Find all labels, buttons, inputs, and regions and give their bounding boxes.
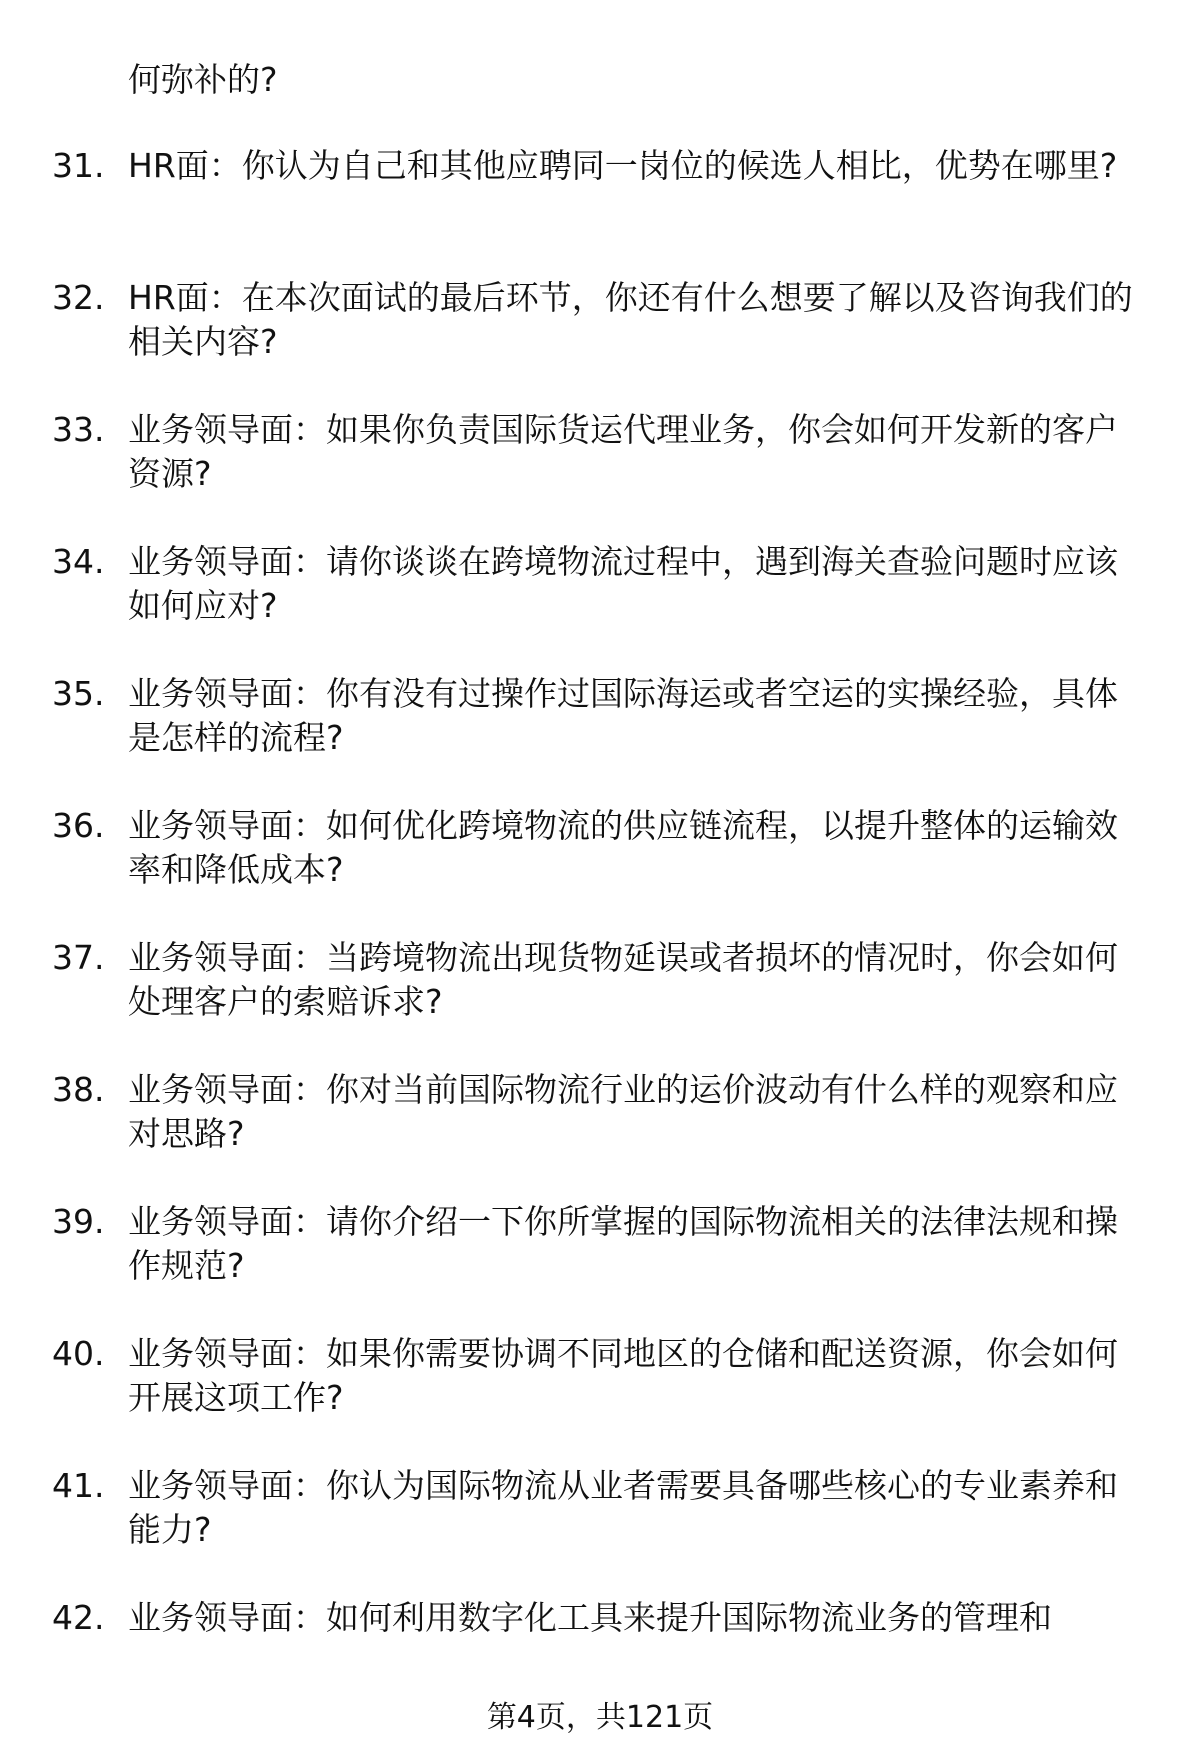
question-number: 40. — [52, 1334, 105, 1373]
question-text: 业务领导面：你对当前国际物流行业的运价波动有什么样的观察和应对思路? — [128, 1070, 1118, 1153]
question-number: 37. — [52, 938, 105, 977]
question-number: 32. — [52, 278, 105, 317]
list-item — [0, 540, 1200, 672]
question-text: 业务领导面：如果你需要协调不同地区的仓储和配送资源，你会如何开展这项工作? — [128, 1334, 1118, 1417]
question-number: 38. — [52, 1070, 105, 1109]
continued-question-text: 何弥补的? — [128, 60, 278, 99]
list-item — [0, 276, 1200, 408]
question-text: 业务领导面：你有没有过操作过国际海运或者空运的实操经验，具体是怎样的流程? — [128, 674, 1118, 757]
question-number: 36. — [52, 806, 105, 845]
list-item — [0, 804, 1200, 936]
question-text: HR面：你认为自己和其他应聘同一岗位的候选人相比，优势在哪里? — [128, 146, 1118, 185]
page-footer: 第4页，共121页 — [486, 1700, 714, 1735]
list-item — [0, 672, 1200, 804]
question-list — [0, 144, 1200, 1728]
question-number: 35. — [52, 674, 105, 713]
question-number: 39. — [52, 1202, 105, 1241]
question-text: 业务领导面：当跨境物流出现货物延误或者损坏的情况时，你会如何处理客户的索赔诉求? — [128, 938, 1118, 1021]
list-item — [0, 1332, 1200, 1464]
question-text: HR面：在本次面试的最后环节，你还有什么想要了解以及咨询我们的相关内容? — [128, 278, 1133, 361]
list-item — [0, 1200, 1200, 1332]
question-number: 42. — [52, 1598, 105, 1637]
list-item — [0, 144, 1200, 276]
question-text: 业务领导面：你认为国际物流从业者需要具备哪些核心的专业素养和能力? — [128, 1466, 1118, 1549]
question-number: 34. — [52, 542, 105, 581]
list-item — [0, 1068, 1200, 1200]
list-item — [0, 936, 1200, 1068]
question-number: 31. — [52, 146, 105, 185]
question-text: 业务领导面：如何利用数字化工具来提升国际物流业务的管理和 — [128, 1598, 1052, 1637]
question-text: 业务领导面：请你谈谈在跨境物流过程中，遇到海关查验问题时应该如何应对? — [128, 542, 1118, 625]
list-item — [0, 408, 1200, 540]
question-number: 41. — [52, 1466, 105, 1505]
question-number: 33. — [52, 410, 105, 449]
question-text: 业务领导面：如果你负责国际货运代理业务，你会如何开发新的客户资源? — [128, 410, 1118, 493]
list-item — [0, 1464, 1200, 1596]
question-text: 业务领导面：如何优化跨境物流的供应链流程，以提升整体的运输效率和降低成本? — [128, 806, 1118, 889]
question-text: 业务领导面：请你介绍一下你所掌握的国际物流相关的法律法规和操作规范? — [128, 1202, 1118, 1285]
